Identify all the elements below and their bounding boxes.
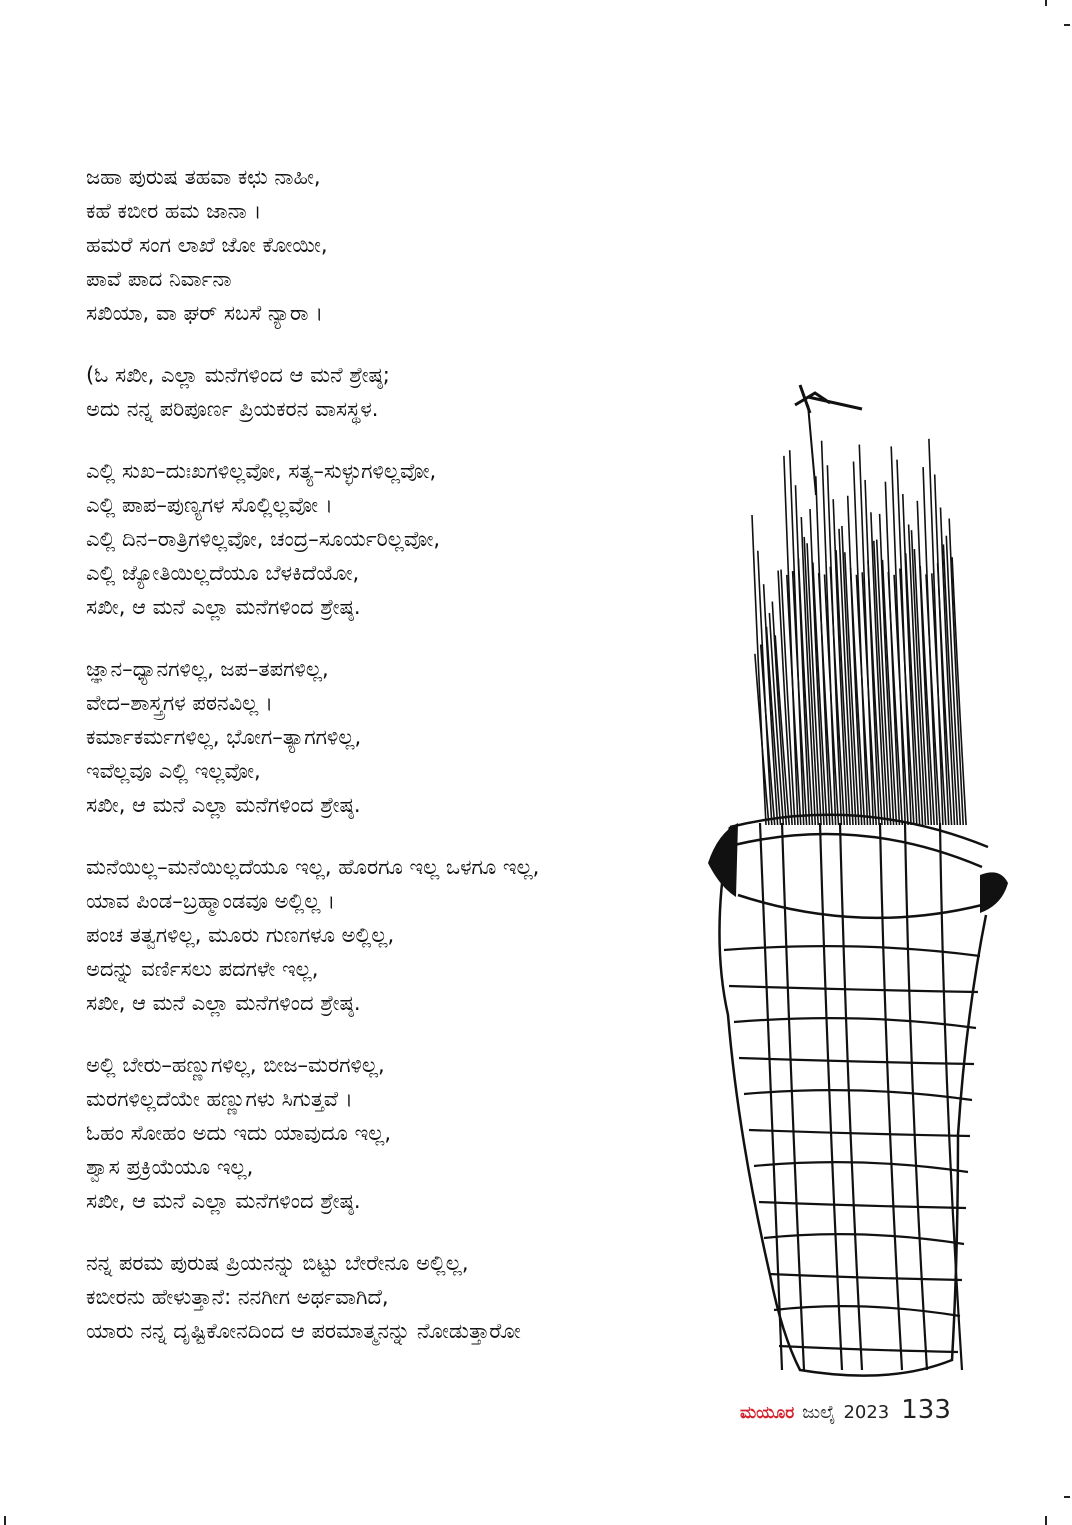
poem-line: ಸಖೀ, ಆ ಮನೆ ಎಲ್ಲಾ ಮನೆಗಳಿಂದ ಶ್ರೇಷ್ಠ. bbox=[86, 1189, 361, 1213]
poem-line: ಮನೆಯಿಲ್ಲ–ಮನೆಯಿಲ್ಲದೆಯೂ ಇಲ್ಲ, ಹೊರಗೂ ಇಲ್ಲ ಒಳಗೂ ಇಲ್ಲ, bbox=[86, 855, 540, 879]
poem-line: ಯಾರು ನನ್ನ ದೃಷ್ಟಿಕೋನದಿಂದ ಆ ಪರಮಾತ್ಮನನ್ನು ನೋಡುತ್ತಾರೋ bbox=[86, 1319, 521, 1343]
poem-line: ವೇದ–ಶಾಸ್ತ್ರಗಳ ಪಠನವಿಲ್ಲ । bbox=[86, 691, 273, 715]
bristle-stroke bbox=[804, 537, 818, 825]
poem-line: ಪಾವೆ ಪಾದ ನಿರ್ವಾನಾ bbox=[86, 267, 232, 291]
stick-figure bbox=[795, 385, 862, 413]
poem-stanza bbox=[86, 160, 696, 330]
crop-mark bbox=[1045, 1516, 1047, 1525]
poem-line: ಶ್ವಾಸ ಪ್ರಕ್ರಿಯೆಯೂ ಇಲ್ಲ, bbox=[86, 1155, 254, 1179]
poem-stanza bbox=[86, 358, 696, 426]
poem-line: ಮರಗಳಿಲ್ಲದೆಯೇ ಹಣ್ಣುಗಳು ಸಿಗುತ್ತವೆ । bbox=[86, 1087, 353, 1111]
poem-line: ಕಬೀರನು ಹೇಳುತ್ತಾನೆ: ನನಗೀಗ ಅರ್ಥವಾಗಿದೆ, bbox=[86, 1285, 389, 1309]
page-footer bbox=[740, 1395, 951, 1425]
basket-outline bbox=[719, 827, 986, 1376]
poem-body bbox=[86, 160, 696, 1376]
bristle-stroke bbox=[874, 541, 888, 825]
poem-stanza bbox=[86, 652, 696, 822]
basket-illustration bbox=[690, 375, 1020, 1395]
poem-line: ಪಂಚ ತತ್ವಗಳಿಲ್ಲ, ಮೂರು ಗುಣಗಳೂ ಅಲ್ಲಿಲ್ಲ, bbox=[86, 923, 395, 947]
basket-rim-dark-right bbox=[980, 872, 1008, 913]
issue-year: 2023 bbox=[843, 1402, 890, 1423]
poem-line: ಕರ್ಮಾಕರ್ಮಗಳಿಲ್ಲ, ಭೋಗ–ತ್ಯಾಗಗಳಿಲ್ಲ, bbox=[86, 725, 362, 749]
poem-line: ಜ್ಞಾನ–ಧ್ಯಾನಗಳಿಲ್ಲ, ಜಪ–ತಪಗಳಿಲ್ಲ, bbox=[86, 657, 329, 681]
poem-line: ಹಮರೆ ಸಂಗ ಲಾಖೆ ಜೋ ಕೋಯೀ, bbox=[86, 233, 328, 257]
poem-line: ಕಹೆ ಕಬೀರ ಹಮ ಜಾನಾ । bbox=[86, 199, 262, 223]
bristles bbox=[752, 439, 966, 825]
bristle-stroke bbox=[842, 526, 856, 825]
poem-line: ಎಲ್ಲಿ ಪಾಪ–ಪುಣ್ಯಗಳ ಸೊಲ್ಲಿಲ್ಲವೋ । bbox=[86, 493, 333, 517]
poem-line: ಎಲ್ಲಿ ಸುಖ–ದುಃಖಗಳಿಲ್ಲವೋ, ಸತ್ಯ–ಸುಳ್ಳುಗಳಿಲ್ಲವೋ, bbox=[86, 459, 437, 483]
issue-month: ಜುಲೈ bbox=[802, 1402, 836, 1423]
poem-line: ಎಲ್ಲಿ ದಿನ–ರಾತ್ರಿಗಳಿಲ್ಲವೋ, ಚಂದ್ರ–ಸೂರ್ಯರಿಲ್ಲವೋ, bbox=[86, 527, 441, 551]
poem-stanza bbox=[86, 1246, 696, 1348]
poem-line: ಸಖೀ, ಆ ಮನೆ ಎಲ್ಲಾ ಮನೆಗಳಿಂದ ಶ್ರೇಷ್ಠ. bbox=[86, 793, 361, 817]
poem-line: ನನ್ನ ಪರಮ ಪುರುಷ ಪ್ರಿಯನನ್ನು ಬಿಟ್ಟು ಬೇರೇನೂ ಅಲ್ಲಿಲ್ಲ, bbox=[86, 1251, 469, 1275]
poem-line: (ಓ ಸಖೀ, ಎಲ್ಲಾ ಮನೆಗಳಿಂದ ಆ ಮನೆ ಶ್ರೇಷ್ಠ; bbox=[86, 363, 390, 387]
bristle-stroke bbox=[767, 627, 781, 825]
poem-line: ಅದನ್ನು ವರ್ಣಿಸಲು ಪದಗಳೇ ಇಲ್ಲ, bbox=[86, 957, 319, 981]
poem-line: ಅದು ನನ್ನ ಪರಿಪೂರ್ಣ ಪ್ರಿಯಕರನ ವಾಸಸ್ಥಳ. bbox=[86, 397, 379, 421]
poem-stanza bbox=[86, 454, 696, 624]
poem-stanza bbox=[86, 850, 696, 1020]
bristle-stroke bbox=[906, 553, 920, 825]
crop-mark bbox=[1064, 1496, 1070, 1498]
bristle-stroke bbox=[943, 544, 957, 825]
crop-mark bbox=[1064, 24, 1070, 26]
bristle-stroke bbox=[880, 514, 894, 825]
bristle-stroke bbox=[912, 530, 926, 825]
page-number: 133 bbox=[901, 1395, 951, 1425]
crop-mark bbox=[4, 1516, 6, 1525]
poem-line: ಸಖೀ, ಆ ಮನೆ ಎಲ್ಲಾ ಮನೆಗಳಿಂದ ಶ್ರೇಷ್ಠ. bbox=[86, 991, 361, 1015]
stick bbox=[808, 405, 816, 495]
poem-line: ಅಲ್ಲಿ ಬೇರು–ಹಣ್ಣುಗಳಿಲ್ಲ, ಬೀಜ–ಮರಗಳಿಲ್ಲ, bbox=[86, 1053, 385, 1077]
bristle-stroke bbox=[836, 550, 850, 825]
poem-line: ಸಖಿಯಾ, ವಾ ಘರ್ ಸಬಸೆ ನ್ಯಾರಾ । bbox=[86, 301, 324, 325]
poem-line: ಸಖೀ, ಆ ಮನೆ ಎಲ್ಲಾ ಮನೆಗಳಿಂದ ಶ್ರೇಷ್ಠ. bbox=[86, 595, 361, 619]
poem-line: ಎಲ್ಲಿ ಜ್ಯೋತಿಯಿಲ್ಲದೆಯೂ ಬೆಳಕಿದೆಯೋ, bbox=[86, 561, 360, 585]
poem-line: ಯಾವ ಪಿಂಡ–ಬ್ರಹ್ಮಾಂಡವೂ ಅಲ್ಲಿಲ್ಲ । bbox=[86, 889, 336, 913]
magazine-brand: ಮಯೂರ bbox=[740, 1403, 795, 1423]
poem-line: ಜಹಾ ಪುರುಷ ತಹವಾ ಕಛು ನಾಹೀ, bbox=[86, 165, 321, 189]
poem-line: ಇವೆಲ್ಲವೂ ಎಲ್ಲಿ ಇಲ್ಲವೋ, bbox=[86, 759, 261, 783]
poem-stanza bbox=[86, 1048, 696, 1218]
bristle-stroke bbox=[949, 518, 963, 825]
poem-line: ಓಹಂ ಸೋಹಂ ಅದು ಇದು ಯಾವುದೂ ಇಲ್ಲ, bbox=[86, 1121, 392, 1145]
crop-mark bbox=[1045, 0, 1047, 6]
